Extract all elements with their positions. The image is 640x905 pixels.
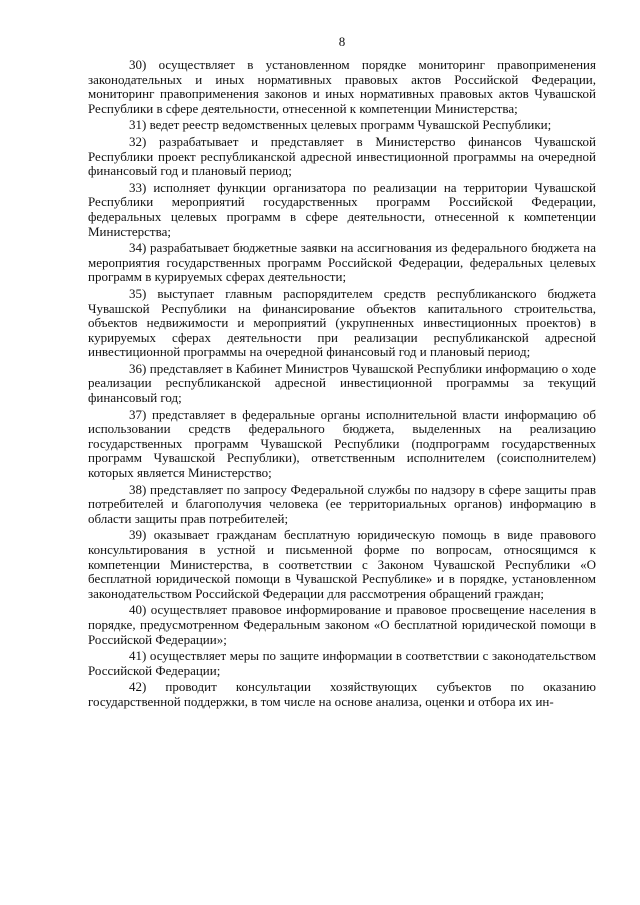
paragraph-31: 31) ведет реестр ведомственных целевых программ Чувашской Республики; (129, 117, 552, 133)
paragraph-32: 32) разрабатывает и представляет в Министерство финансов Чувашской Республики проект республиканской адресной инвестиционной программы на очередной финансовый год и плановый период; (88, 133, 596, 179)
paragraph-40: 40) осуществляет правовое информирование и правовое просвещение населения в порядке, предусмотренном Федеральным законом «О бесплатной юридической помощи в Российской Федерации»; (88, 602, 596, 647)
paragraph-37: 37) представляет в федеральные органы исполнительной власти информацию об использовании средств федерального бюджета, выделенных на реализацию государственных программ Чувашской Республики (подпрограмм государственных программ Чувашской Республики), ответственным исполнителем (соисполнителем) которых является Министерство; (88, 406, 596, 481)
paragraph-38: 38) представляет по запросу Федеральной службы по надзору в сфере защиты прав потребителей и благополучия человека (ее территориальных органов) информацию в области защиты прав потребителей; (88, 481, 596, 526)
paragraph-39: 39) оказывает гражданам бесплатную юридическую помощь в виде правового консультирования в устной и письменной форме по вопросам, относящимся к компетенции Министерства, в соответствии с Законом Чувашской Республики «О бесплатной юридической помощи в Чувашской Республике» и в порядке, установленном законодательством Российской Федерации для рассмотрения обращений граждан; (88, 527, 596, 601)
paragraph-41: 41) осуществляет меры по защите информации в соответствии с законодательством Российской Федерации; (88, 648, 596, 678)
paragraph-30: 30) осуществляет в установленном порядке мониторинг правоприменения законодательных и иных нормативных правовых актов Российской Федерации, мониторинг правоприменения законов и иных нормативных правовых актов Чувашской Республики в сфере деятельности, отнесенной к компетенции Министерства; (88, 57, 596, 116)
page-number: 8 (338, 34, 346, 49)
paragraph-36: 36) представляет в Кабинет Министров Чувашской Республики информацию о ходе реализации республиканской адресной инвестиционной программы за текущий финансовый год; (88, 360, 596, 406)
paragraph-33: 33) исполняет функции организатора по реализации на территории Чувашской Республики мероприятий государственных программ Российской Федерации, федеральных целевых программ в сфере деятельности, отнесенной к компетенции Министерства; (88, 179, 596, 239)
paragraph-34: 34) разрабатывает бюджетные заявки на ассигнования из федерального бюджета на мероприятия государственных программ Российской Федерации, федеральных целевых программ в курируемых сферах деятельности; (88, 240, 596, 285)
paragraph-35: 35) выступает главным распорядителем средств республиканского бюджета Чувашской Республики на финансирование объектов капитального строительства, объектов недвижимости и мероприятий (укрупненных инвестиционных проектов) в курируемых сферах деятельности при реализации республиканской адресной инвестиционной программы на очередной финансовый год и плановый период; (88, 285, 596, 360)
paragraph-42: 42) проводит консультации хозяйствующих субъектов по оказанию государственной поддержки, в том числе на основе анализа, оценки и отбора их ин- (88, 679, 596, 709)
document-body (88, 58, 596, 710)
